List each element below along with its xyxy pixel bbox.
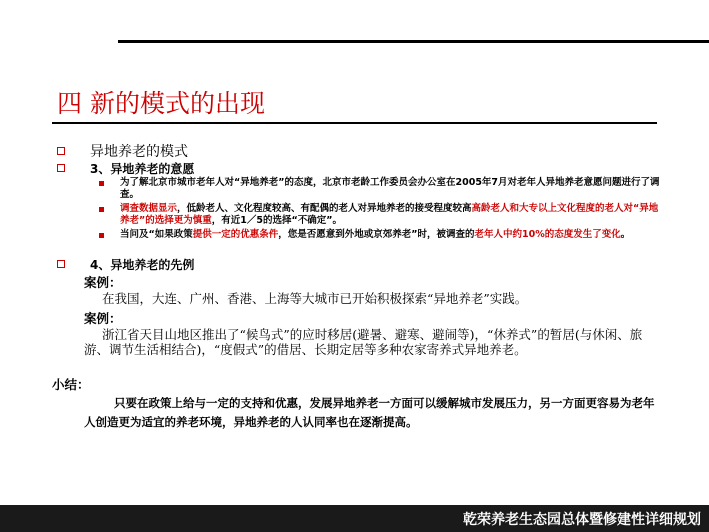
summary-text: 只要在政策上给与一定的支持和优惠，发展异地养老一方面可以缓解城市发展压力，另一方面更容易为老年人创造更为适宜的养老环境，异地养老的人认同率也在逐渐提高。 — [84, 396, 655, 429]
hollow-square-bullet-icon — [57, 164, 65, 172]
case-label-1: 案例： — [84, 275, 122, 290]
footer-bar — [0, 505, 709, 532]
bullet-text-3-part-2: ，您是否愿意到外地或京郊养老”时，被调查的 — [278, 229, 475, 240]
section-heading: 异地养老的模式 — [90, 144, 188, 160]
case-text-1: 在我国，大连、广州、香港、上海等大城市已开始积极探索“异地养老”实践。 — [102, 291, 528, 306]
case-label-2: 案例： — [84, 311, 122, 326]
top-divider — [118, 40, 709, 43]
filled-square-bullet-icon — [99, 207, 104, 212]
page-title: 四 新的模式的出现 — [57, 89, 265, 118]
bullet-text-1: 为了解北京市城市老年人对“异地养老”的态度，北京市老龄工作委员会办公室在2005年7月对老年人异地养老意愿问题进行了调查。 — [120, 177, 660, 200]
subsection-heading-2: 4、异地养老的先例 — [90, 258, 195, 272]
case-text-2: 浙江省天目山地区推出了“候鸟式”的应时移居(避暑、避寒、避闹等)，“休养式”的暂居(与休闲、旅游、调节生活相结合)，“度假式”的借居、长期定居等多种农家寄养式异地养老。 — [84, 327, 643, 357]
footer-title: 乾荣养老生态园总体暨修建性详细规划 — [463, 512, 701, 528]
hollow-square-bullet-icon — [57, 147, 65, 155]
filled-square-bullet-icon — [99, 233, 104, 238]
bullet-text-3 — [120, 229, 665, 241]
bullet-text-2 — [120, 203, 665, 227]
summary-label: 小结： — [52, 377, 90, 392]
bullet-text-3-red-2: 老年人中约10%的态度发生了变化 — [474, 229, 621, 240]
subsection-heading: 3、异地养老的意愿 — [90, 162, 195, 176]
bullet-text-3-red-1: 提供一定的优惠条件 — [192, 229, 279, 240]
title-divider — [52, 122, 657, 124]
hollow-square-bullet-icon — [57, 260, 65, 268]
bullet-text-3-part-1: 当问及“如果政策 — [120, 229, 193, 240]
bullet-text-2-red-1: 调查数据显示 — [120, 203, 178, 214]
bullet-text-3-part-3: 。 — [620, 229, 631, 240]
bullet-text-2-part-1: ，低龄老人、文化程度较高、有配偶的老人对异地养老的接受程度较高 — [177, 203, 472, 214]
bullet-text-2-part-2: ，有近1／5的选择“不确定”。 — [211, 215, 342, 226]
filled-square-bullet-icon — [99, 181, 104, 186]
bullet-text-2-red-2: 高龄老人和大专以上文化程度的老人对“异地养老”的选择更为慎重 — [120, 203, 659, 226]
